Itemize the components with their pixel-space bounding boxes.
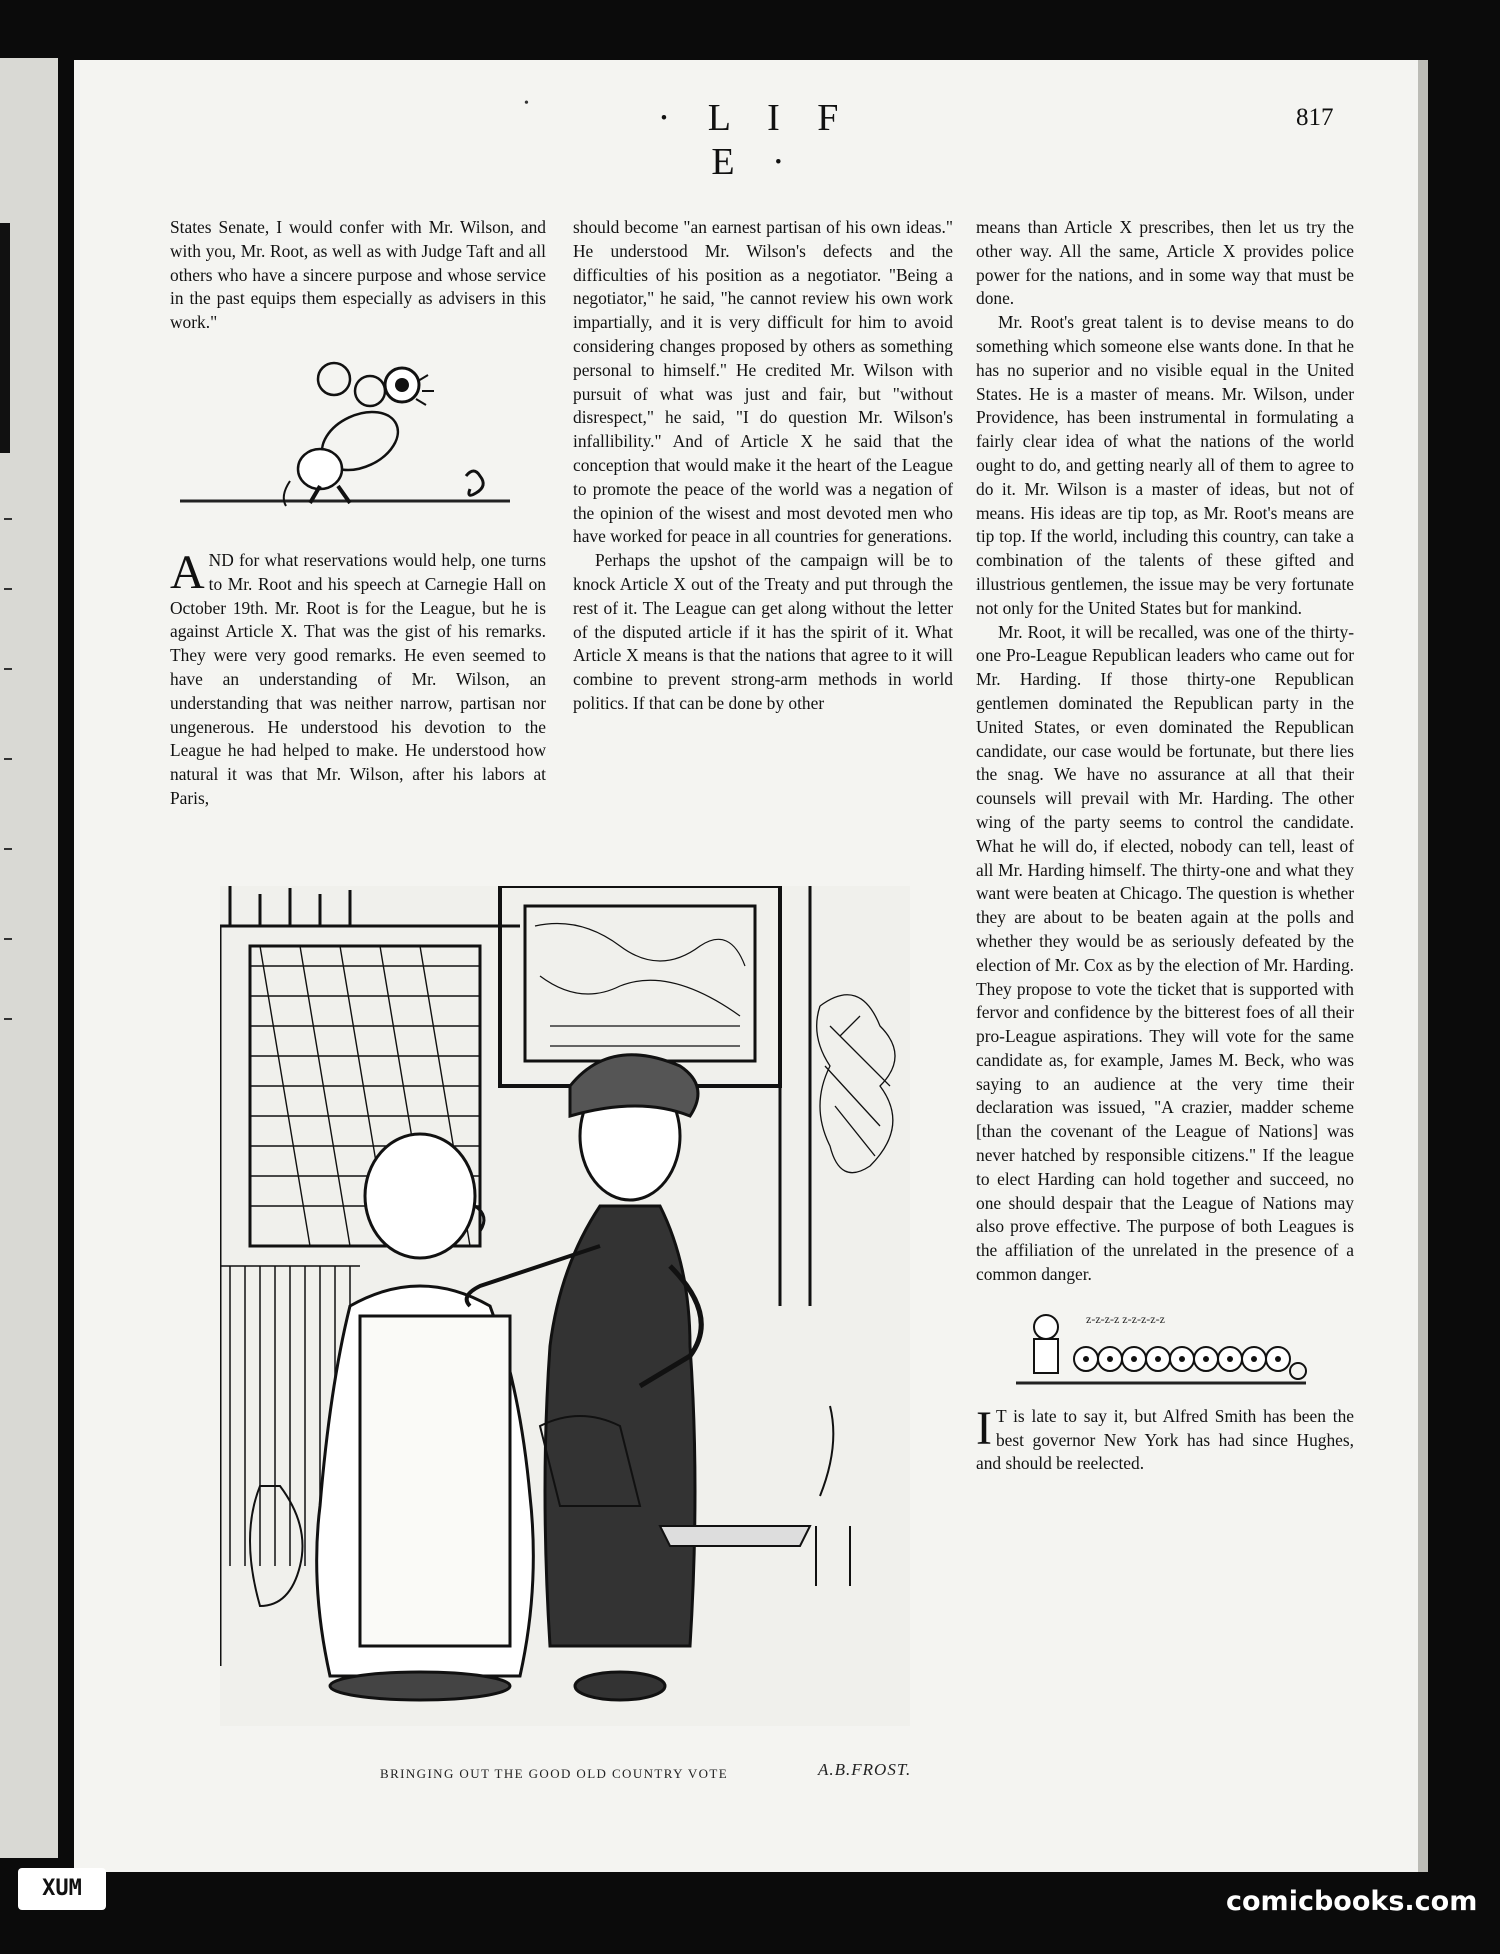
page-number: 817 [1296,104,1334,131]
column-2-paragraph-1: should become "an earnest partisan of his own ideas." He understood Mr. Wilson's defects and the difficulties of his position as a negotiator. "Being a negotiator," he said, "he cannot review his own work impartially, and it is very difficult for him to avoid considering changes proposed by others as something personal to himself." He credited Mr. Wilson with pursuit of what was just and fair, but "without disrespect," he said, "I do question Mr. Wilson's infallibility." And of Article X he said that the conception that would make it the heart of the League to promote the peace of the world was a negation of the opinion of the wisest and most devoted men who have worked for peace in all countries for generations. [573,217,953,547]
artist-signature: A.B.FROST. [818,1760,912,1779]
column-3-paragraph-2: Mr. Root's great talent is to devise means to do something which someone else wants done. In that he has no superior and no visible equal in the United States. He is a master of means. Mr. Wilson, under Providence, has been instrumental in formulating a fairly clear idea of what the nations of the world ought to do, and getting nearly all of them to agree to do it. Mr. Wilson is a master of ideas, but not of means. His ideas are tip top, as Mr. Root's means are tip top. If the world, including this country, can take a combination of the talents of these gifted and illustrious gentlemen, the issue may be very fortunate not only for the United States but for mankind. [976,312,1354,618]
column-1 [170,216,546,811]
column-3-paragraph-3: Mr. Root, it will be recalled, was one of the thirty-one Pro-League Republican leaders who came out for Mr. Harding. If those thirty-one Republican gentlemen dominated the Republican party in the United States, or even dominated the Republican candidate, our case would be fortunate, but there lies the snag. We have no assurance at all that their counsels will prevail with Mr. Harding. The other wing of the party seems to control the candidate. What he will do, if elected, nobody can tell, least of all Mr. Harding himself. The thirty-one and what they want were beaten at Chicago. The question is whether they are about to be beaten again at the polls and whether they would be as seriously defeated by the election of Mr. Cox as by the election of Mr. Harding. They propose to vote the ticket that is supported with fervor and confidence by the bitterest foes of all their pro-League aspirations. They will vote for the same candidate as, for example, James M. Beck, who was saying to an audience at the very time their declaration was issued, "A crazier, madder scheme [than the covenant of the League of Nations] was never hatched by responsible citizens." If the league to elect Harding can hold together and succeed, no one should despair that the League of Nations may also prove effective. The purpose of both Leagues is the affiliation of the unrelated in the presence of a common danger. [976,621,1354,1285]
column-3-closing [976,1401,1354,1476]
country-vote-cartoon-icon [220,886,910,1726]
column-1-section [170,545,546,811]
left-page-text-fragment [4,588,12,590]
column-3-closing-text: T is late to say it, but Alfred Smith has been the best governor New York has had since Hughes, and should be reelected. [976,1405,1354,1474]
left-page-text-fragment [4,758,12,760]
tab-label: XUM [18,1868,106,1910]
illustration-caption: BRINGING OUT THE GOOD OLD COUNTRY VOTE [380,1766,729,1781]
column-3 [976,216,1354,1476]
left-page-text-fragment [4,848,12,850]
column-3-paragraph-1: means than Article X prescribes, then let us try the other way. All the same, Article X provides police power for the nations, and in some way that must be done. [976,217,1354,309]
left-page-text-fragment [4,1018,12,1020]
column-2 [573,216,953,716]
column-2-paragraph-2: Perhaps the upshot of the campaign will be to knock Article X out of the Treaty and put through the rest of it. The League can get along without the letter of the disputed article if it has the spirit of it. What Article X means is that the nations that agree to it will combine to prevent strong-arm methods in world politics. If that can be done by other [573,550,953,713]
sleeping-choir-vignette [976,1297,1354,1397]
cartoon-illustration [220,886,910,1726]
watermark: comicbooks.com [1226,1886,1478,1917]
column-1-intro: States Senate, I would confer with Mr. Wilson, and with you, Mr. Root, as well as with Judge Taft and all others who have a sincere purpose and whose service in the past equips them especially as advisers in this work." [170,217,546,333]
dropcap-a: A [170,545,205,599]
column-1-section-text: ND for what reservations would help, one turns to Mr. Root and his speech at Carnegie Hall on October 19th. Mr. Root is for the League, but he is against Article X. That was the gist of his remarks. They were very good remarks. He even seemed to have an understanding of Mr. Wilson, an understanding that was neither narrow, partisan nor ungenerous. He understood his devotion to the League he had helped to make. He understood how natural it was that Mr. Wilson, after his labors at Paris, [170,549,546,808]
left-page-text-fragment [4,938,12,940]
left-page-text-fragment [4,668,12,670]
masthead-life: · L I F E · [657,97,853,183]
left-page-text-fragment [4,518,12,520]
sleeping-choir-icon [976,1297,1336,1397]
print-mark: • [524,96,529,111]
left-page-dark-strip [0,223,10,453]
dropcap-i: I [976,1401,992,1455]
page-edge-shadow [1418,60,1428,1872]
snore-text: z-z-z-z z-z-z-z-z [1086,1311,1165,1326]
comic-vignette-children-icon [170,341,546,541]
left-facing-page-edge [0,58,58,1858]
